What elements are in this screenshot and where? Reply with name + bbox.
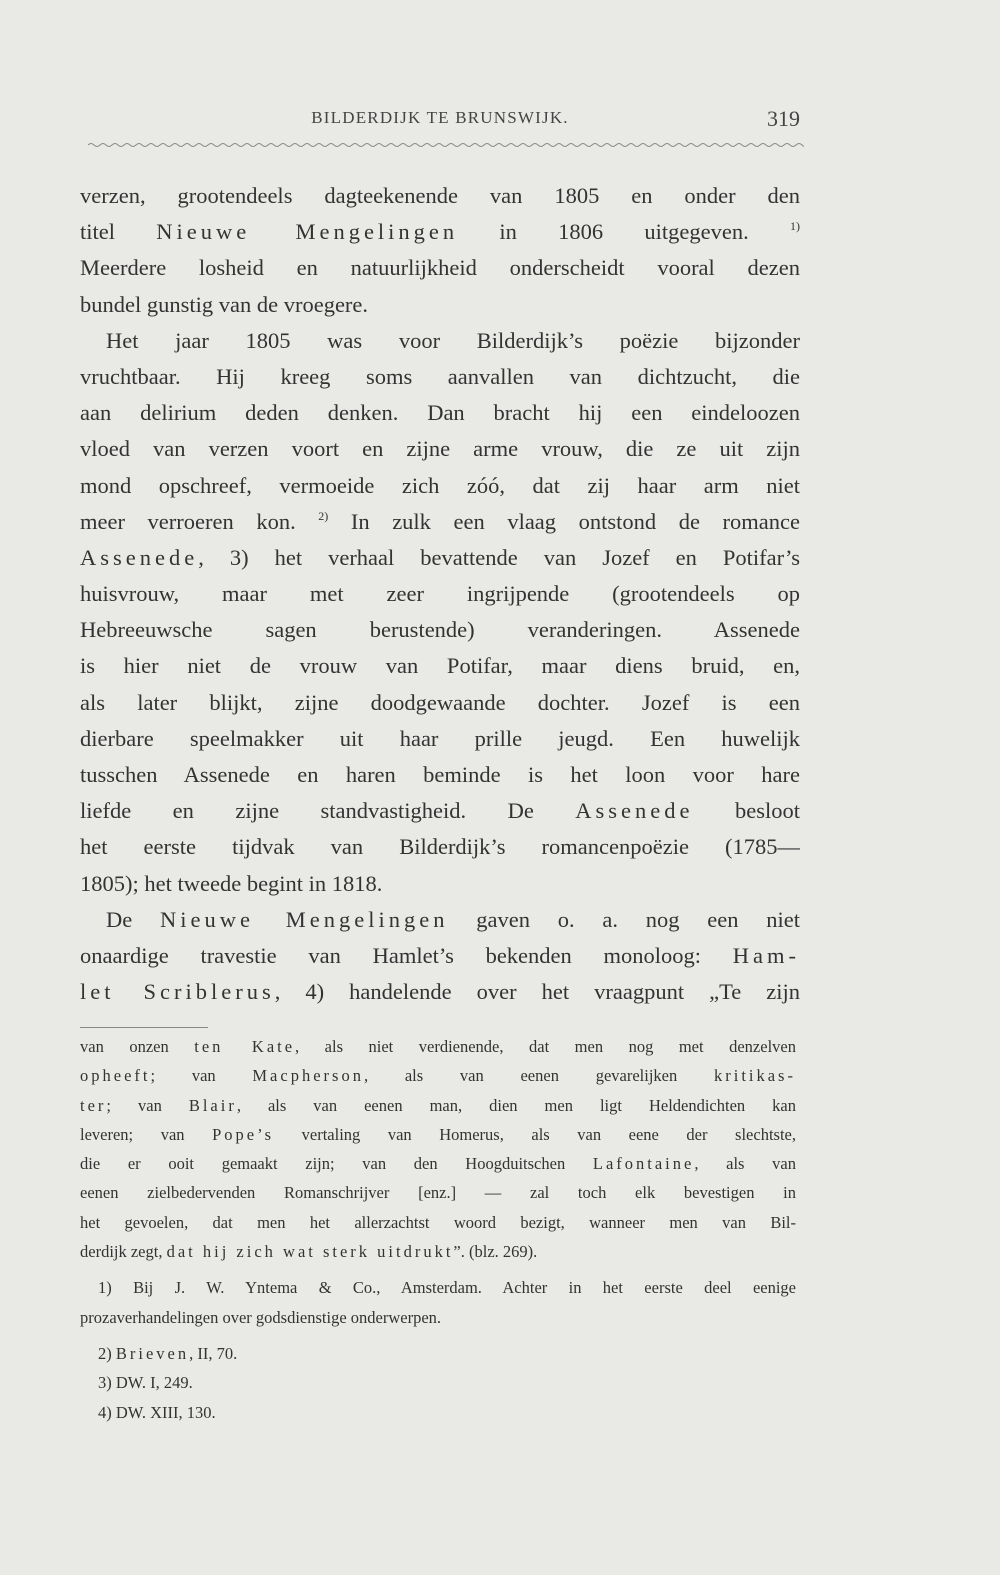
text-run: , II, 70. [189, 1343, 238, 1363]
text-line [80, 938, 800, 974]
footnote-line [80, 1339, 796, 1368]
spaced-emphasis: Assenede [80, 544, 199, 570]
running-title: BILDERDIJK TE BRUNSWIJK. [311, 108, 569, 127]
footnote-line [80, 1149, 796, 1178]
footnote-reference: 2) [318, 508, 329, 523]
spaced-emphasis: ten Kate [194, 1037, 296, 1056]
text-line [80, 250, 800, 286]
text-run: , als van eenen gevarelijken [363, 1066, 714, 1086]
text-run: ; van [106, 1095, 189, 1115]
footnote-rule [80, 1027, 208, 1028]
footnote-line [80, 1303, 796, 1332]
text-run: 2) [98, 1343, 116, 1363]
text-line [80, 721, 800, 757]
text-run: ”. (blz. 269). [453, 1242, 538, 1262]
text-line [80, 395, 800, 431]
text-line [80, 576, 800, 612]
text-line [80, 829, 800, 865]
footnote-line [80, 1091, 796, 1120]
footnote-gap [80, 1266, 796, 1273]
text-run: verzen, grootendeels dagteekenende van 1805 en onder den [80, 183, 800, 208]
text-run: besloot [693, 798, 800, 824]
text-run: die er ooit gemaakt zijn; van den Hoogduitschen [80, 1154, 593, 1174]
text-line [80, 612, 800, 648]
text-run: 4) DW. XIII, 130. [98, 1402, 216, 1422]
text-run: Hebreeuwsche sagen berustende) veranderingen. Assenede [80, 617, 800, 643]
text-run: als later blijkt, zijne doodgewaande dochter. Jozef is een [80, 689, 800, 715]
text-run: het gevoelen, dat men het allerzachtst woord bezigt, wanneer men van Bil- [80, 1212, 796, 1232]
text-run: 1) Bij J. W. Yntema & Co., Amsterdam. Achter in het eerste deel eenige [98, 1278, 796, 1298]
spaced-emphasis: Lafontaine [592, 1154, 695, 1174]
footnote-line [80, 1368, 796, 1397]
text-line [80, 468, 800, 504]
text-run: , als niet verdienende, dat men nog met denzelven [295, 1037, 796, 1056]
text-run: onaardige travestie van Hamlet’s bekenden monoloog: [80, 942, 733, 968]
text-run: , als van [694, 1154, 796, 1174]
text-run: ; van [150, 1066, 253, 1086]
text-line [80, 287, 800, 323]
text-run: liefde en zijne standvastigheid. De [80, 798, 576, 824]
text-line [80, 431, 800, 467]
text-run: Meerdere losheid en natuurlijkheid onderscheidt vooral dezen [80, 255, 800, 281]
spaced-emphasis: Assenede [575, 798, 694, 824]
text-run: , 4) handelende over het vraagpunt „Te zijn [274, 979, 800, 1005]
spaced-emphasis: Nieuwe Mengelingen [160, 906, 449, 932]
footnote-line [80, 1208, 796, 1237]
text-line [80, 178, 800, 214]
text-run: leveren; van [80, 1124, 213, 1144]
spaced-emphasis: Nieuwe Mengelingen [156, 219, 459, 245]
text-run: het eerste tijdvak van Bilderdijk’s romancenpoëzie (1785— [80, 834, 800, 860]
spaced-emphasis: kritikas- [713, 1066, 796, 1086]
footnote-line [80, 1032, 796, 1061]
footnote-line [80, 1237, 796, 1266]
text-run: gaven o. a. nog een niet [448, 906, 800, 932]
text-line [80, 757, 800, 793]
running-head [80, 108, 800, 138]
text-run: huisvrouw, maar met zeer ingrijpende (grootendeels op [80, 581, 800, 607]
text-line [80, 902, 800, 938]
text-run: meer verroeren kon. [80, 508, 319, 534]
text-run: derdijk zegt, [80, 1242, 167, 1262]
spaced-emphasis: Ham- [732, 942, 800, 968]
spaced-emphasis: let Scriblerus [80, 979, 275, 1005]
text-run: mond opschreef, vermoeide zich zóó, dat zij haar arm niet [80, 472, 800, 498]
spaced-emphasis: dat hij zich wat sterk uitdrukt [166, 1242, 454, 1262]
text-run: 1805); het tweede begint in 1818. [80, 870, 383, 896]
text-run: bundel gunstig van de vroegere. [80, 291, 369, 317]
spaced-emphasis: Blair [188, 1095, 237, 1115]
footnote-line [80, 1178, 796, 1207]
text-run: , als van eenen man, dien men ligt Heldendichten kan [236, 1095, 796, 1115]
text-run: In zulk een vlaag ontstond de romance [328, 508, 800, 534]
spaced-emphasis: ter [80, 1095, 107, 1115]
text-run: , 3) het verhaal bevattende van Jozef en Potifar’s [198, 544, 800, 570]
spaced-emphasis: opheeft [80, 1066, 151, 1086]
text-run: De [106, 906, 161, 932]
text-line [80, 323, 800, 359]
footnote-line [80, 1061, 796, 1090]
text-line [80, 974, 800, 1010]
text-line [80, 866, 800, 902]
text-line [80, 793, 800, 829]
text-line [80, 359, 800, 395]
text-run: Het jaar 1805 was voor Bilderdijk’s poëzie bijzonder [106, 327, 800, 353]
text-run: vruchtbaar. Hij kreeg soms aanvallen van dichtzucht, die [80, 363, 800, 389]
spaced-emphasis: Brieven [115, 1343, 190, 1363]
text-line [80, 540, 800, 576]
text-run: dierbare speelmakker uit haar prille jeugd. Een huwelijk [80, 725, 800, 751]
text-run: aan delirium deden denken. Dan bracht hij een eindeloozen [80, 400, 800, 426]
text-run: van onzen [80, 1037, 195, 1056]
footnote-line [80, 1120, 796, 1149]
text-run: is hier niet de vrouw van Potifar, maar diens bruid, en, [80, 653, 800, 679]
text-line [80, 685, 800, 721]
footnote-gap [80, 1332, 796, 1339]
text-line [80, 504, 800, 540]
spaced-emphasis: Pope’s [212, 1124, 275, 1144]
text-run: prozaverhandelingen over godsdienstige onderwerpen. [80, 1307, 442, 1327]
text-run: tusschen Assenede en haren beminde is het loon voor hare [80, 762, 800, 787]
text-line [80, 214, 800, 250]
ornamental-wavy-rule [88, 140, 804, 150]
text-run: vloed van verzen voort en zijne arme vrouw, die ze uit zijn [80, 436, 800, 462]
text-run: 3) DW. I, 249. [98, 1373, 193, 1393]
spaced-emphasis: Macpherson [252, 1066, 364, 1086]
page-number: 319 [767, 106, 800, 131]
body-text [80, 178, 800, 1010]
text-run: titel [80, 219, 157, 245]
footnote-line [80, 1273, 796, 1302]
text-run: vertaling van Homerus, als van eene der slechtste, [274, 1124, 796, 1144]
text-line [80, 648, 800, 684]
footnotes [80, 1032, 796, 1427]
text-run: in 1806 uitgegeven. [458, 219, 790, 245]
footnote-line [80, 1398, 796, 1427]
text-run: eenen zielbedervenden Romanschrijver [enz.] — zal toch elk bevestigen in [80, 1183, 796, 1203]
footnote-reference: 1) [789, 219, 800, 234]
